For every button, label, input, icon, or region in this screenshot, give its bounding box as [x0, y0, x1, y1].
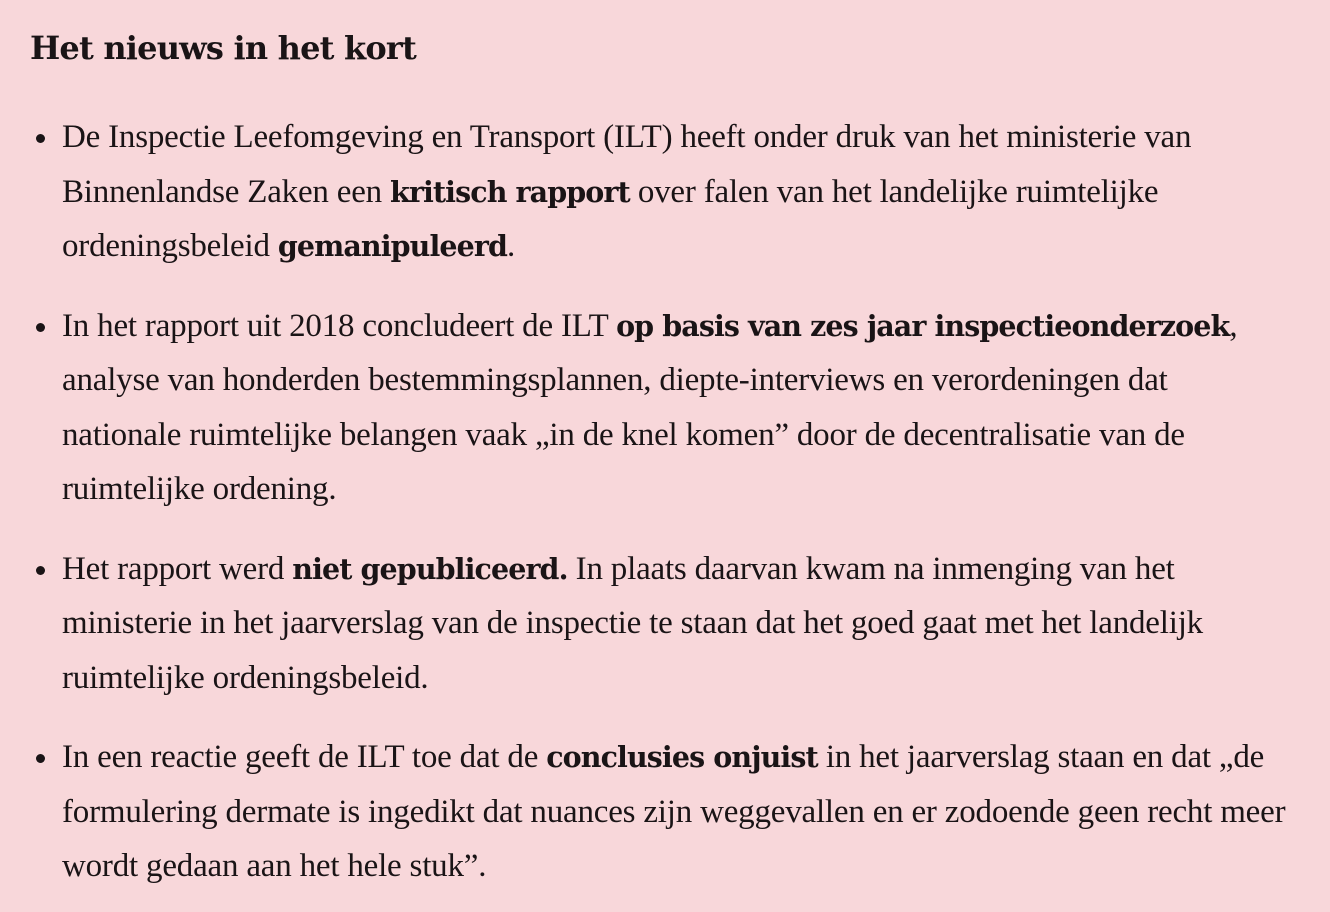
highlight: gemanipuleerd — [277, 229, 508, 263]
summary-list — [30, 110, 1290, 894]
summary-item-3 — [30, 542, 1290, 706]
summary-item-4 — [30, 730, 1290, 894]
summary-item-2 — [30, 299, 1290, 517]
text: Het rapport werd — [62, 550, 293, 587]
text: In plaats daarvan kwam na inmenging van het ministerie in het jaarverslag van de inspectie te staan dat het goed gaat met het landelijk ruimtelijke ordeningsbeleid. — [62, 550, 1203, 696]
text: . — [507, 228, 516, 264]
text: In het rapport uit 2018 concludeert de ILT — [62, 307, 617, 344]
text: In een reactie geeft de ILT toe dat de — [62, 739, 547, 775]
text: in het jaarverslag staan en dat „de formulering dermate is ingedikt dat nuances zijn weggevallen en er zodoende geen recht meer wordt gedaan aan het hele stuk”. — [62, 739, 1286, 884]
summary-item-1 — [30, 110, 1290, 274]
highlight: niet gepubliceerd. — [292, 551, 568, 586]
summary-title: Het nieuws in het kort — [30, 29, 416, 67]
text: over falen van het landelijke ruimtelijke ordeningsbeleid — [62, 173, 1159, 264]
highlight: kritisch rapport — [390, 174, 630, 209]
highlight: op basis van zes jaar inspectieonderzoek — [616, 308, 1230, 343]
text: , analyse van honderden bestemmingsplannen, diepte-interviews en verordeningen dat nationale ruimtelijke belangen vaak „in de knel komen” door de decentralisatie van de ruimtelijke ordening. — [62, 307, 1238, 507]
highlight: conclusies onjuist — [546, 740, 818, 774]
text: De Inspectie Leefomgeving en Transport (ILT) heeft onder druk van het ministerie van Binnenlandse Zaken een — [62, 119, 1192, 210]
